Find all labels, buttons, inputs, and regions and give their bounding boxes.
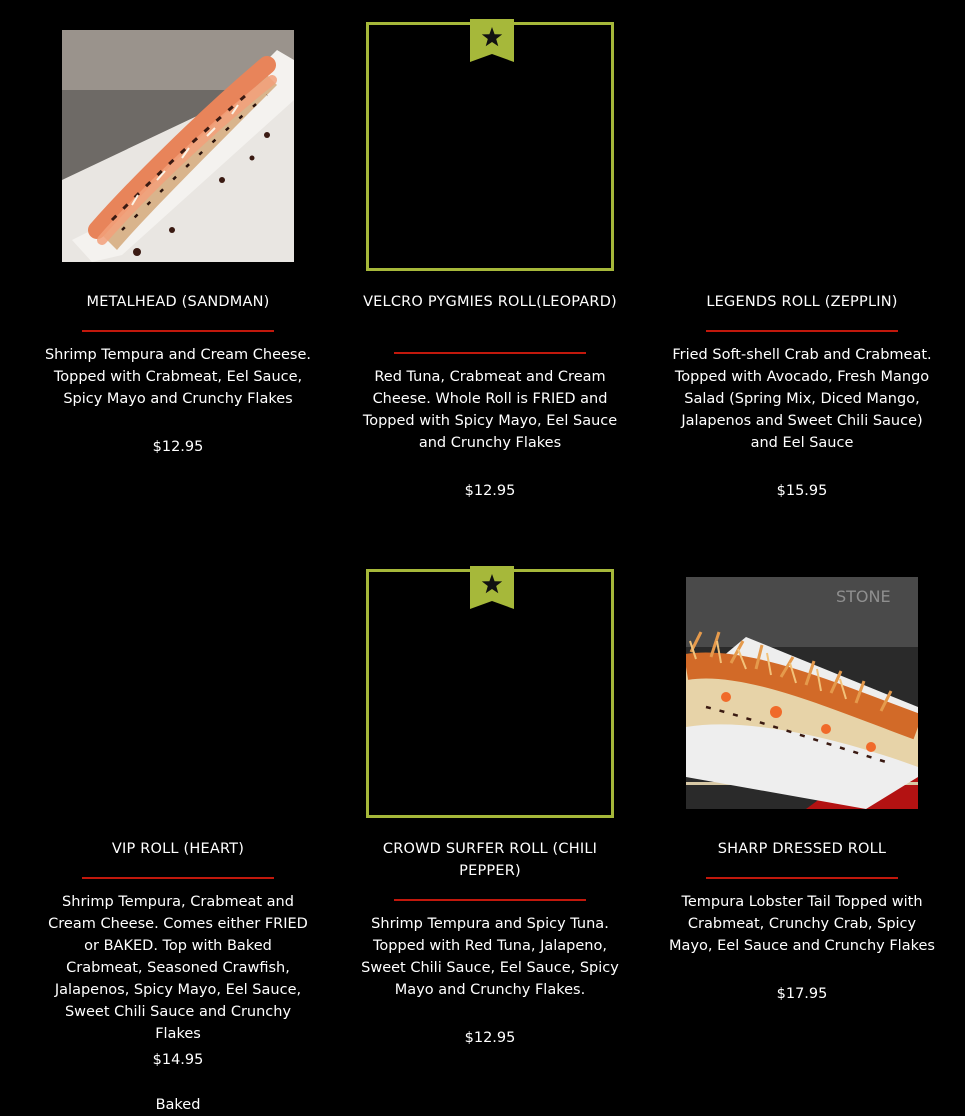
- item-price: $15.95: [776, 483, 828, 499]
- item-name: SHARP DRESSED ROLL: [717, 841, 887, 857]
- item-description: Shrimp Tempura and Spicy Tuna. Topped with Red Tuna, Jalapeno, Sweet Chili Sauce, Eel Sauce, Spicy Mayo and Crunchy Flakes.: [361, 916, 619, 998]
- divider: [82, 877, 274, 879]
- item-option-note: Baked: [155, 1097, 201, 1113]
- featured-star-icon: [470, 19, 514, 62]
- divider: [394, 899, 586, 901]
- item-price: $14.95: [152, 1052, 204, 1068]
- divider: [706, 877, 898, 879]
- metalhead-roll-photo[interactable]: [62, 30, 294, 262]
- item-name: METALHEAD (SANDMAN): [86, 294, 270, 310]
- sharp-dressed-roll-photo[interactable]: [686, 577, 918, 809]
- divider: [706, 330, 898, 332]
- item-price: $17.95: [776, 986, 828, 1002]
- item-price: $12.95: [464, 1030, 516, 1046]
- item-name: LEGENDS ROLL (ZEPPLIN): [706, 294, 898, 310]
- svg-text:STONE: STONE: [836, 587, 891, 606]
- item-description: Red Tuna, Crabmeat and Cream Cheese. Whole Roll is FRIED and Topped with Spicy Mayo, Eel Sauce and Crunchy Flakes: [362, 369, 618, 451]
- item-description: Tempura Lobster Tail Topped with Crabmeat, Crunchy Crab, Spicy Mayo, Eel Sauce and Crunchy Flakes: [669, 894, 935, 954]
- item-description: Shrimp Tempura, Crabmeat and Cream Cheese. Comes either FRIED or BAKED. Top with Baked Crabmeat, Seasoned Crawfish, Jalapenos, Spicy Mayo, Eel Sauce, Sweet Chili Sauce and Crunchy Flakes: [48, 894, 308, 1042]
- item-name: CROWD SURFER ROLL (CHILI PEPPER): [382, 841, 598, 879]
- item-price: $12.95: [152, 439, 204, 455]
- divider: [82, 330, 274, 332]
- item-name: VELCRO PYGMIES ROLL(LEOPARD): [363, 294, 617, 310]
- item-description: Shrimp Tempura and Cream Cheese. Topped with Crabmeat, Eel Sauce, Spicy Mayo and Crunchy Flakes: [44, 347, 312, 407]
- item-name: VIP ROLL (HEART): [111, 841, 245, 857]
- divider: [394, 352, 586, 354]
- item-price: $12.95: [464, 483, 516, 499]
- item-description: Fried Soft-shell Crab and Crabmeat. Topped with Avocado, Fresh Mango Salad (Spring Mix, Diced Mango, Jalapenos and Sweet Chili Sauce) and Eel Sauce: [672, 347, 932, 451]
- featured-star-icon: [470, 566, 514, 609]
